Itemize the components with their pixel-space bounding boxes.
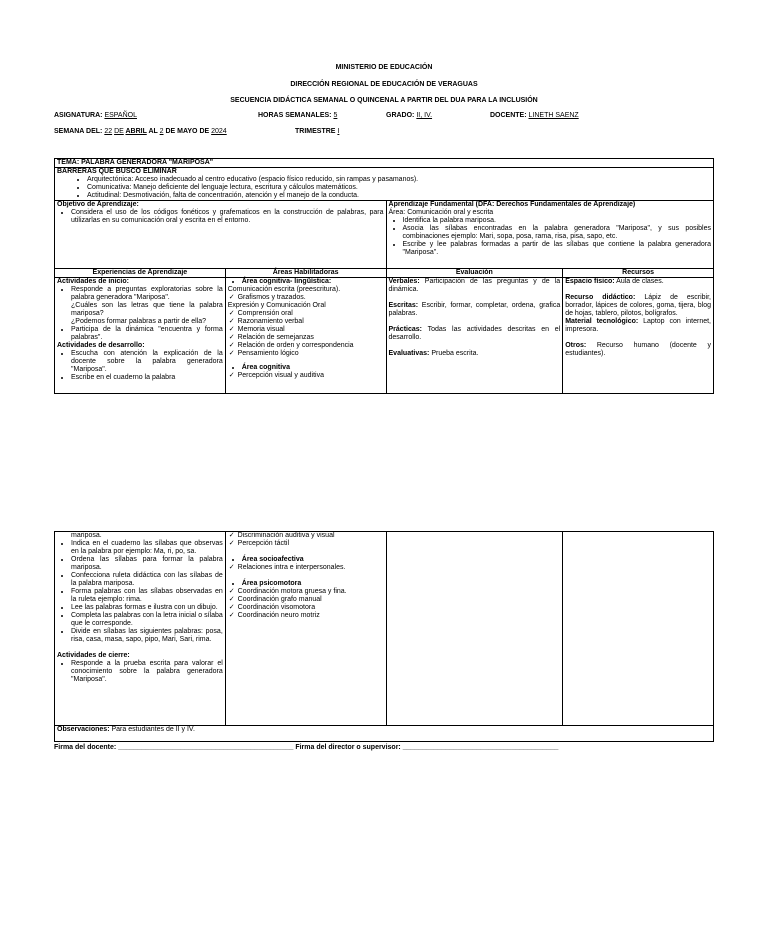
desarrollo-item: • Ordena las sílabas para formar la palabra mariposa. [71,556,223,572]
semana-row: SEMANA DEL: 22 DE ABRIL AL 2 DE MAYO DE 2024 [54,128,227,135]
cierre-item: • Responde a la prueba escrita para valorar el conocimiento sobre la palabra generadora "Mariposa". [71,660,223,684]
socio-title: • Área socioafectiva [242,556,384,564]
check-item: ✓ Percepción visual y auditiva [238,372,384,380]
dfa-item: • Asocia las sílabas encontradas en la palabra generadora "Mariposa", y sus posibles combinaciones ejemplo: Mari, sopa, posa, rama, risa, pisa, sapo, etc. [403,225,711,241]
dfa-area: Área: Comunicación oral y escrita [388,209,494,216]
recursos-cell [563,278,714,394]
barrera-item: • Actitudinal: Desmotivación, falta de concentración, atención y el manejo de la conducta. [87,192,711,200]
header-direction: DIRECCIÓN REGIONAL DE EDUCACIÓN DE VERAGUAS [290,81,478,88]
dfa-item: • Escribe y lee palabras formadas a partir de las sílabas que contiene la palabra generadora "Mariposa". [403,241,711,257]
desarrollo-title: Actividades de desarrollo: [57,342,145,349]
sequence-table-page1 [54,158,714,394]
docente-row: DOCENTE: LINETH SAENZ [490,112,579,119]
desarrollo-item: • Lee las palabras formas e ilustra con un dibujo. [71,604,223,612]
areas-cell [225,278,386,394]
col-recursos: Recursos [563,269,714,278]
rec-tecno: Material tecnológico: Laptop con internet, impresora. [565,318,711,333]
objetivo-cell [55,201,387,269]
evaluacion-cont-cell [386,532,563,726]
check-item: ✓ Memoria visual [238,326,384,334]
check-item: ✓ Pensamiento lógico [238,350,384,358]
experiencias-cell [55,278,226,394]
check-item: ✓ Relación de orden y correspondencia [238,342,384,350]
desarrollo-item: • Forma palabras con las sílabas observadas en la ruleta ejemplo: rima. [71,588,223,604]
eval-verbales: Verbales: Participación de las preguntas y de la dinámica. [388,278,561,293]
rec-espacio: Espacio físico: Aula de clases. [565,278,664,285]
observaciones-cell: Observaciones: Para estudiantes de II y IV. [55,726,714,742]
check-item: ✓ Comprensión oral [238,310,384,318]
rec-didactico: Recurso didáctico: Lápiz de escribir, borrador, lápices de colores, goma, tijera, blog de hojas, tablero, pilotos, bolígrafos. [565,294,712,317]
signature-line [54,744,558,752]
tema-cell: TEMA: PALABRA GENERADORA "MARIPOSA" [55,159,714,168]
horas-row: HORAS SEMANALES: 5 [258,112,338,119]
col-experiencias: Experiencias de Aprendizaje [55,269,226,278]
desarrollo-item: • Indica en el cuaderno las sílabas que observas en la palabra por ejemplo: Ma, ri, po, sa. [71,540,223,556]
dfa-cell [386,201,713,269]
desarrollo-cont: mariposa. [71,532,102,539]
trimestre-row: TRIMESTRE I [295,128,340,135]
eval-evaluativas: Evaluativas: Prueba escrita. [388,350,479,357]
check-item: ✓ Coordinación neuro motriz [238,612,384,620]
eval-practicas: Prácticas: Todas las actividades descritas en el desarrollo. [388,326,561,341]
objetivo-text: • Considera el uso de los códigos fonéticos y grafematicos en la construcción de palabras, para utilizarlas en su comunicación oral y escrita en el entorno. [71,209,384,225]
check-item: ✓ Coordinación motora gruesa y fina. [238,588,384,596]
desarrollo-item: • Escucha con atención la explicación de la docente sobre la palabra generadora "Mariposa". [71,350,223,374]
inicio-item: • Responde a preguntas exploratorias sobre la palabra generadora "Mariposa". [71,286,223,302]
barreras-cell [55,168,714,201]
inicio-title: Actividades de inicio: [57,278,129,285]
cierre-title: Actividades de cierre: [57,652,130,659]
areas-cont-cell [225,532,386,726]
header-ministry: MINISTERIO DE EDUCACIÓN [335,64,433,71]
inicio-item: ¿Podemos formar palabras a partir de ella? [71,318,207,325]
ling-title: • Área cognitiva- lingüística: [242,278,384,286]
cog-title: • Área cognitiva [242,364,384,372]
barrera-item: • Comunicativa: Manejo deficiente del lenguaje lectura, escritura y cálculos matemáticos. [87,184,711,192]
sequence-table-page2 [54,531,714,742]
desarrollo-item: • Completa las palabras con la letra inicial o sílaba que le corresponde. [71,612,223,628]
recursos-cont-cell [563,532,714,726]
barrera-item: • Arquitectónica: Acceso inadecuado al centro educativo (espacio físico reducido, sin rampas y pasamanos). [87,176,711,184]
check-item: ✓ Relaciones intra e interpersonales. [238,564,384,572]
check-item: ✓ Discriminación auditiva y visual [238,532,384,540]
check-item: ✓ Percepción táctil [238,540,384,548]
barreras-title: BARRERAS QUE BUSCO ELIMINAR [57,168,177,175]
eval-escritas: Escritas: Escribir, formar, completar, ordena, grafica palabras. [388,302,561,317]
psico-title: • Área psicomotora [242,580,384,588]
firma-docente: Firma del docente: _____________________________________________ [54,744,294,751]
desarrollo-item: • Escribe en el cuaderno la palabra [71,374,223,382]
dfa-item: • Identifica la palabra mariposa. [403,217,711,225]
firma-director: Firma del director o supervisor: ________________________________________ [295,744,559,751]
objetivo-title: Objetivo de Aprendizaje: [57,201,139,208]
check-item: ✓ Relación de semejanzas [238,334,384,342]
oral-label: Expresión y Comunicación Oral [227,302,326,309]
header-title: SECUENCIA DIDÁCTICA SEMANAL O QUINCENAL A PARTIR DEL DUA PARA LA INCLUSIÓN [230,97,538,104]
col-areas: Áreas Habilitadoras [225,269,386,278]
rec-otros: Otros: Recurso humano (docente y estudiantes). [565,342,711,357]
grado-row: GRADO: II, IV. [386,112,433,119]
desarrollo-item: • Divide en sílabas las siguientes palabras: posa, risa, casa, masa, sapo, pipo, Mari, Sari, rima. [71,628,223,644]
col-evaluacion: Evaluación [386,269,563,278]
escrita-label: Comunicación escrita (preescritura). [227,286,341,293]
check-item: ✓ Coordinación visomotora [238,604,384,612]
check-item: ✓ Grafismos y trazados. [238,294,384,302]
asignatura-row: ASIGNATURA: ESPAÑOL [54,112,137,119]
experiencias-cont-cell [55,532,226,726]
evaluacion-cell [386,278,563,394]
inicio-item: • Participa de la dinámica "encuentra y forma palabras". [71,326,223,342]
desarrollo-item: • Confecciona ruleta didáctica con las sílabas de la palabra mariposa. [71,572,223,588]
check-item: ✓ Razonamiento verbal [238,318,384,326]
dfa-title: Aprendizaje Fundamental (DFA: Derechos Fundamentales de Aprendizaje) [388,201,636,208]
check-item: ✓ Coordinación grafo manual [238,596,384,604]
inicio-item: ¿Cuáles son las letras que tiene la palabra mariposa? [71,302,223,317]
